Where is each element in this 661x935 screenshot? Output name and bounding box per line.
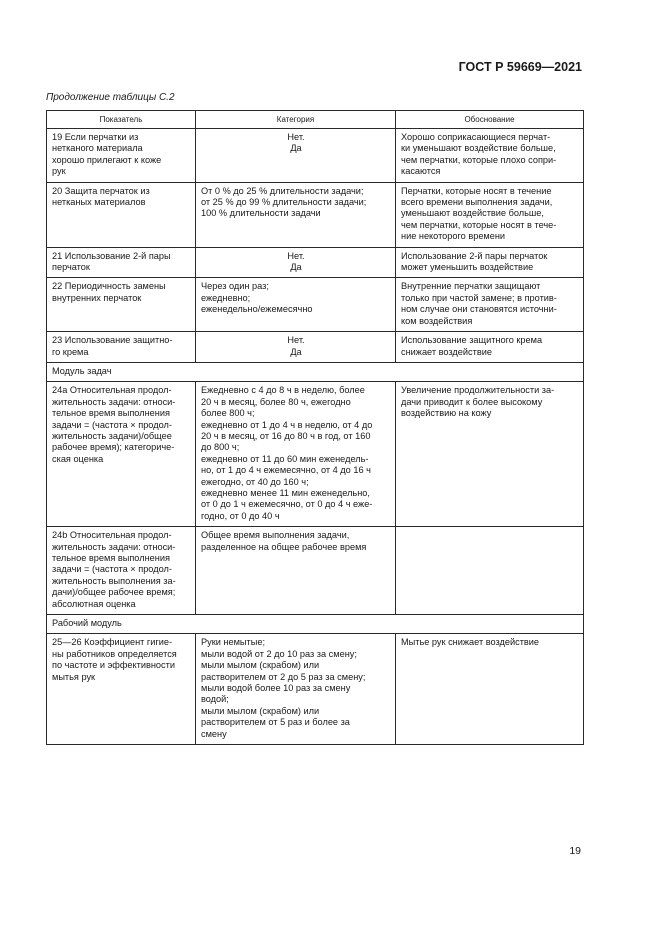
- cell-line: дачи)/общее рабочее время;: [52, 587, 176, 598]
- rationale-cell: [396, 527, 584, 615]
- category-cell: [196, 332, 396, 363]
- cell-line: Через один раз;: [201, 281, 269, 292]
- cell-line: рук: [52, 166, 66, 177]
- table-caption: Продолжение таблицы С.2: [46, 92, 175, 103]
- cell-line: мыли мылом (скрабом) или: [201, 705, 320, 716]
- cell-line: может уменьшить воздействие: [401, 262, 534, 273]
- cell-line: Мытье рук снижает воздействие: [401, 637, 540, 648]
- cell-line: но, от 1 до 4 ч ежемесячно, от 4 до 16 ч: [201, 465, 371, 476]
- cell-line: Да: [290, 262, 302, 273]
- indicator-cell: [47, 129, 196, 183]
- cell-line: от 25 % до 99 % длительности задачи;: [201, 197, 367, 208]
- cell-line: жительность задачи)/общее: [52, 430, 172, 441]
- cell-line: ская оценка: [52, 453, 104, 464]
- cell-line: годно, от 0 до 40 ч: [201, 510, 280, 521]
- cell-line: от 0 до 1 ч ежемесячно, от 0 до 4 ч еже-: [201, 499, 373, 510]
- rationale-cell: [396, 129, 584, 183]
- cell-line: хорошо прилегают к коже: [52, 154, 162, 165]
- cell-line: 20 Защита перчаток из: [52, 185, 150, 196]
- cell-line: Да: [290, 346, 302, 357]
- category-cell: [196, 382, 396, 527]
- cell-line: тельное время выполнения: [52, 408, 170, 419]
- cell-line: Нет.: [287, 335, 305, 346]
- cell-line: по частоте и эффективности: [52, 660, 175, 671]
- cell-line: го крема: [52, 346, 89, 357]
- cell-line: смену: [201, 728, 227, 739]
- indicator-cell: [47, 332, 196, 363]
- table-header-row: [47, 111, 584, 129]
- indicator-cell: [47, 247, 196, 278]
- cell-line: касаются: [401, 166, 441, 177]
- document-code: ГОСТ Р 59669—2021: [458, 60, 582, 74]
- cell-line: 20 ч в месяц, от 16 до 80 ч в год, от 160: [201, 430, 371, 441]
- table-row: [47, 382, 584, 527]
- table-row: [47, 332, 584, 363]
- cell-line: Внутренние перчатки защищают: [401, 281, 541, 292]
- cell-line: тельное время выполнения: [52, 553, 170, 563]
- cell-line: мыли мылом (скрабом) или: [201, 660, 320, 671]
- cell-line: только при частой замене; в против-: [401, 292, 557, 303]
- section-title-work: Рабочий модуль: [47, 615, 584, 634]
- criteria-table: [46, 110, 584, 745]
- category-cell: [196, 278, 396, 332]
- indicator-cell: [47, 182, 196, 247]
- cell-line: еженедельно/ежемесячно: [201, 304, 313, 315]
- cell-line: мыли водой от 2 до 10 раз за смену;: [201, 648, 357, 659]
- category-cell: [196, 247, 396, 278]
- cell-line: уменьшают воздействие больше,: [401, 208, 544, 219]
- cell-line: чем перчатки, которые плохо сопри-: [401, 154, 557, 165]
- cell-line: более 800 ч;: [201, 408, 255, 419]
- cell-line: 100 % длительности задачи: [201, 208, 321, 219]
- table-row: [47, 634, 584, 745]
- section-title-tasks: Модуль задач: [47, 362, 584, 381]
- cell-line: жительность задачи: относи-: [52, 541, 176, 552]
- cell-line: ки уменьшают воздействие больше,: [401, 143, 556, 154]
- cell-line: перчаток: [52, 262, 90, 273]
- cell-line: 25—26 Коэффициент гигие-: [52, 637, 173, 648]
- cell-line: снижает воздействие: [401, 346, 492, 357]
- table-row: [47, 278, 584, 332]
- indicator-cell: [47, 527, 196, 615]
- table-row: [47, 247, 584, 278]
- section-row: [47, 362, 584, 381]
- cell-line: мытья рук: [52, 671, 96, 682]
- category-cell: [196, 129, 396, 183]
- cell-line: нетканых материалов: [52, 197, 146, 208]
- cell-line: ны работников определяется: [52, 648, 177, 659]
- cell-line: ежедневно менее 11 мин еженедельно,: [201, 487, 370, 498]
- cell-line: ежедневно от 11 до 60 мин еженедель-: [201, 453, 369, 464]
- cell-line: Использование защитного крема: [401, 335, 543, 346]
- page-number: 19: [569, 845, 581, 857]
- category-cell: [196, 527, 396, 615]
- cell-line: всего времени выполнения задачи,: [401, 197, 553, 208]
- cell-line: чем перчатки, которые носят в тече-: [401, 219, 557, 230]
- indicator-cell: [47, 382, 196, 527]
- cell-line: Да: [290, 143, 302, 154]
- rationale-cell: [396, 247, 584, 278]
- cell-line: Ежедневно с 4 до 8 ч в неделю, более: [201, 385, 365, 396]
- cell-line: Перчатки, которые носят в течение: [401, 185, 552, 196]
- rationale-cell: [396, 634, 584, 745]
- rationale-cell: [396, 182, 584, 247]
- cell-line: до 800 ч;: [201, 442, 240, 453]
- cell-line: Использование 2-й пары перчаток: [401, 250, 548, 261]
- cell-line: растворителем от 5 раз и более за: [201, 717, 350, 728]
- category-cell: [196, 634, 396, 745]
- cell-line: 24b Относительная продол-: [52, 530, 172, 541]
- cell-line: 21 Использование 2-й пары: [52, 250, 171, 261]
- cell-line: задачи = (частота × продол-: [52, 564, 172, 575]
- cell-line: внутренних перчаток: [52, 292, 142, 303]
- cell-line: разделенное на общее рабочее время: [201, 541, 367, 552]
- cell-line: Увеличение продолжительности за-: [401, 385, 555, 396]
- cell-line: растворителем от 2 до 5 раз за смену;: [201, 671, 366, 682]
- cell-line: Нет.: [287, 250, 305, 261]
- table-row: [47, 129, 584, 183]
- rationale-cell: [396, 382, 584, 527]
- rationale-cell: [396, 278, 584, 332]
- column-header-rationale: Обоснование: [396, 111, 584, 129]
- cell-line: ком воздействия: [401, 315, 473, 326]
- cell-line: мыли водой более 10 раз за смену: [201, 683, 351, 694]
- cell-line: ежегодно, от 40 до 160 ч;: [201, 476, 309, 487]
- table-body: [47, 129, 584, 745]
- cell-line: ние некоторого времени: [401, 231, 506, 242]
- cell-line: водой;: [201, 694, 229, 705]
- table-row: [47, 527, 584, 615]
- cell-line: ном случае они становятся источни-: [401, 304, 557, 315]
- cell-line: 22 Периодичность замены: [52, 281, 166, 292]
- cell-line: задачи = (частота × продол-: [52, 419, 172, 430]
- cell-line: 23 Использование защитно-: [52, 335, 173, 346]
- cell-line: Нет.: [287, 132, 305, 142]
- cell-line: Руки немытые;: [201, 637, 266, 648]
- rationale-cell: [396, 332, 584, 363]
- table-row: [47, 182, 584, 247]
- column-header-category: Категория: [196, 111, 396, 129]
- column-header-indicator: Показатель: [47, 111, 196, 129]
- cell-line: 20 ч в месяц, более 80 ч, ежегодно: [201, 396, 351, 407]
- cell-line: ежедневно от 1 до 4 ч в неделю, от 4 до: [201, 419, 373, 430]
- cell-line: нетканого материала: [52, 143, 143, 154]
- cell-line: рабочее время); категориче-: [52, 442, 175, 453]
- cell-line: От 0 % до 25 % длительности задачи;: [201, 185, 364, 196]
- indicator-cell: [47, 634, 196, 745]
- cell-line: Общее время выполнения задачи,: [201, 530, 350, 541]
- cell-line: 19 Если перчатки из: [52, 132, 139, 142]
- cell-line: ежедневно;: [201, 292, 251, 303]
- cell-line: воздействию на кожу: [401, 408, 492, 419]
- cell-line: 24a Относительная продол-: [52, 385, 172, 396]
- cell-line: жительность выполнения за-: [52, 575, 176, 586]
- cell-line: Хорошо соприкасающиеся перчат-: [401, 132, 551, 142]
- cell-line: абсолютная оценка: [52, 598, 136, 609]
- section-row: [47, 615, 584, 634]
- cell-line: жительность задачи: относи-: [52, 396, 176, 407]
- cell-line: дачи приводит к более высокому: [401, 396, 543, 407]
- category-cell: [196, 182, 396, 247]
- indicator-cell: [47, 278, 196, 332]
